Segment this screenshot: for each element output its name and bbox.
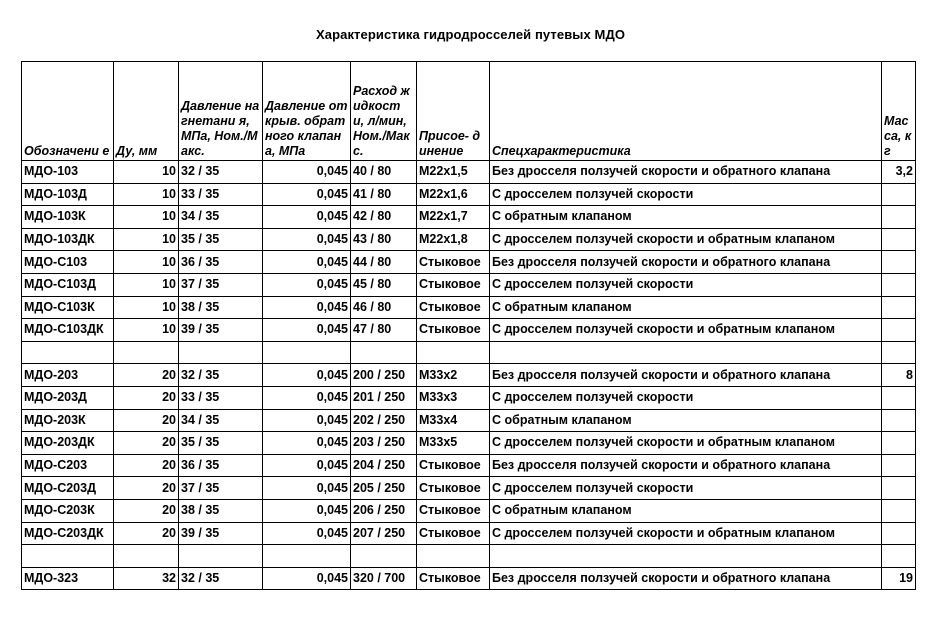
cell-spec: [490, 545, 882, 568]
cell-pressure: 35 / 35: [179, 432, 263, 455]
cell-open-pressure: 0,045: [263, 319, 351, 342]
cell-connection: М22х1,5: [417, 161, 490, 184]
cell-pressure: [179, 545, 263, 568]
cell-open-pressure: 0,045: [263, 454, 351, 477]
cell-designation: МДО-103: [22, 161, 114, 184]
cell-designation: МДО-203К: [22, 409, 114, 432]
cell-connection: Стыковое: [417, 499, 490, 522]
cell-spec: С дросселем ползучей скорости и обратным клапаном: [490, 319, 882, 342]
cell-open-pressure: 0,045: [263, 567, 351, 590]
cell-spec: С дросселем ползучей скорости: [490, 183, 882, 206]
page-title: Характеристика гидродросселей путевых МДО: [315, 27, 626, 42]
column-header-du: Ду, мм: [114, 62, 179, 161]
table-row: [22, 183, 916, 206]
cell-pressure: 33 / 35: [179, 386, 263, 409]
table-row: [22, 273, 916, 296]
cell-designation: МДО-103К: [22, 206, 114, 229]
cell-open-pressure: 0,045: [263, 251, 351, 274]
cell-spec: [490, 341, 882, 364]
cell-flow: 200 / 250: [351, 364, 417, 387]
cell-du: 20: [114, 386, 179, 409]
cell-flow: 320 / 700: [351, 567, 417, 590]
table-row: [22, 319, 916, 342]
cell-designation: [22, 545, 114, 568]
cell-flow: 206 / 250: [351, 499, 417, 522]
cell-flow: 46 / 80: [351, 296, 417, 319]
cell-spec: Без дросселя ползучей скорости и обратного клапана: [490, 454, 882, 477]
cell-du: 10: [114, 228, 179, 251]
cell-connection: Стыковое: [417, 477, 490, 500]
cell-open-pressure: 0,045: [263, 432, 351, 455]
cell-du: 20: [114, 477, 179, 500]
cell-du: 20: [114, 364, 179, 387]
cell-spec: С дросселем ползучей скорости и обратным клапаном: [490, 228, 882, 251]
cell-connection: [417, 341, 490, 364]
cell-connection: Стыковое: [417, 251, 490, 274]
table-row: [22, 386, 916, 409]
table-row: [22, 477, 916, 500]
table-row: [22, 499, 916, 522]
cell-flow: 40 / 80: [351, 161, 417, 184]
cell-du: 20: [114, 409, 179, 432]
cell-du: 10: [114, 273, 179, 296]
cell-flow: 42 / 80: [351, 206, 417, 229]
cell-spec: Без дросселя ползучей скорости и обратного клапана: [490, 161, 882, 184]
cell-open-pressure: 0,045: [263, 499, 351, 522]
cell-connection: М22х1,8: [417, 228, 490, 251]
cell-designation: МДО-323: [22, 567, 114, 590]
cell-designation: МДО-С203: [22, 454, 114, 477]
cell-designation: МДО-С103К: [22, 296, 114, 319]
cell-designation: МДО-С203Д: [22, 477, 114, 500]
column-header-spec: Спецхарактеристика: [490, 62, 882, 161]
cell-flow: 44 / 80: [351, 251, 417, 274]
column-header-designation: Обозначени е: [22, 62, 114, 161]
cell-connection: Стыковое: [417, 296, 490, 319]
column-header-open-pressure: Давление открыв. обратного клапана, МПа: [263, 62, 351, 161]
cell-flow: 47 / 80: [351, 319, 417, 342]
cell-designation: МДО-С203ДК: [22, 522, 114, 545]
table-row: [22, 567, 916, 590]
cell-du: 10: [114, 251, 179, 274]
cell-designation: МДО-203Д: [22, 386, 114, 409]
cell-spec: Без дросселя ползучей скорости и обратного клапана: [490, 567, 882, 590]
cell-open-pressure: 0,045: [263, 364, 351, 387]
cell-designation: МДО-103ДК: [22, 228, 114, 251]
cell-mass: [882, 341, 916, 364]
cell-pressure: 33 / 35: [179, 183, 263, 206]
cell-pressure: 38 / 35: [179, 499, 263, 522]
cell-mass: [882, 228, 916, 251]
cell-du: 10: [114, 183, 179, 206]
cell-open-pressure: 0,045: [263, 161, 351, 184]
cell-designation: [22, 341, 114, 364]
cell-flow: 201 / 250: [351, 386, 417, 409]
cell-du: 20: [114, 522, 179, 545]
cell-mass: [882, 319, 916, 342]
table-row: [22, 296, 916, 319]
cell-du: [114, 545, 179, 568]
cell-spec: С дросселем ползучей скорости: [490, 273, 882, 296]
cell-spec: Без дросселя ползучей скорости и обратного клапана: [490, 251, 882, 274]
cell-flow: 45 / 80: [351, 273, 417, 296]
table-row: [22, 432, 916, 455]
column-header-connection: Присое- динение: [417, 62, 490, 161]
cell-connection: Стыковое: [417, 567, 490, 590]
cell-open-pressure: 0,045: [263, 522, 351, 545]
cell-connection: М33х3: [417, 386, 490, 409]
cell-connection: Стыковое: [417, 273, 490, 296]
cell-mass: [882, 206, 916, 229]
cell-connection: М22х1,6: [417, 183, 490, 206]
cell-pressure: 38 / 35: [179, 296, 263, 319]
cell-flow: [351, 545, 417, 568]
cell-pressure: 35 / 35: [179, 228, 263, 251]
cell-du: 10: [114, 206, 179, 229]
cell-spec: С дросселем ползучей скорости: [490, 477, 882, 500]
cell-designation: МДО-С103ДК: [22, 319, 114, 342]
cell-open-pressure: [263, 545, 351, 568]
cell-mass: 8: [882, 364, 916, 387]
table-row: [22, 454, 916, 477]
cell-flow: [351, 341, 417, 364]
cell-mass: [882, 273, 916, 296]
cell-spec: С дросселем ползучей скорости: [490, 386, 882, 409]
cell-mass: [882, 454, 916, 477]
cell-spec: С обратным клапаном: [490, 409, 882, 432]
cell-du: 20: [114, 499, 179, 522]
cell-pressure: 36 / 35: [179, 454, 263, 477]
cell-open-pressure: 0,045: [263, 386, 351, 409]
cell-connection: М22х1,7: [417, 206, 490, 229]
table-row: [22, 545, 916, 568]
cell-mass: 19: [882, 567, 916, 590]
cell-connection: [417, 545, 490, 568]
cell-designation: МДО-103Д: [22, 183, 114, 206]
cell-du: [114, 341, 179, 364]
cell-flow: 203 / 250: [351, 432, 417, 455]
column-header-flow: Расход жидкост и, л/мин, Ном./Мак с.: [351, 62, 417, 161]
table-row: [22, 341, 916, 364]
cell-flow: 43 / 80: [351, 228, 417, 251]
cell-connection: М33х4: [417, 409, 490, 432]
column-header-mass: Мас са, кг: [882, 62, 916, 161]
cell-pressure: 32 / 35: [179, 364, 263, 387]
cell-pressure: 34 / 35: [179, 206, 263, 229]
table-row: [22, 522, 916, 545]
cell-open-pressure: 0,045: [263, 409, 351, 432]
cell-mass: [882, 183, 916, 206]
cell-open-pressure: 0,045: [263, 296, 351, 319]
cell-open-pressure: 0,045: [263, 273, 351, 296]
column-header-pressure: Давление нагнетани я, МПа, Ном./Макс.: [179, 62, 263, 161]
cell-designation: МДО-С103: [22, 251, 114, 274]
cell-pressure: 32 / 35: [179, 161, 263, 184]
cell-du: 32: [114, 567, 179, 590]
cell-connection: Стыковое: [417, 319, 490, 342]
cell-mass: [882, 251, 916, 274]
cell-open-pressure: [263, 341, 351, 364]
cell-designation: МДО-С103Д: [22, 273, 114, 296]
cell-pressure: 37 / 35: [179, 273, 263, 296]
cell-spec: С обратным клапаном: [490, 206, 882, 229]
cell-pressure: 36 / 35: [179, 251, 263, 274]
cell-open-pressure: 0,045: [263, 228, 351, 251]
cell-flow: 41 / 80: [351, 183, 417, 206]
cell-connection: Стыковое: [417, 522, 490, 545]
cell-designation: МДО-С203К: [22, 499, 114, 522]
cell-designation: МДО-203: [22, 364, 114, 387]
cell-connection: М33х5: [417, 432, 490, 455]
cell-spec: С обратным клапаном: [490, 296, 882, 319]
cell-du: 10: [114, 296, 179, 319]
cell-pressure: [179, 341, 263, 364]
cell-pressure: 39 / 35: [179, 522, 263, 545]
cell-mass: [882, 477, 916, 500]
table-row: [22, 228, 916, 251]
cell-connection: М33х2: [417, 364, 490, 387]
table-row: [22, 206, 916, 229]
cell-mass: [882, 545, 916, 568]
cell-du: 20: [114, 454, 179, 477]
table-row: [22, 364, 916, 387]
cell-designation: МДО-203ДК: [22, 432, 114, 455]
cell-mass: [882, 409, 916, 432]
cell-mass: [882, 386, 916, 409]
cell-pressure: 37 / 35: [179, 477, 263, 500]
cell-pressure: 34 / 35: [179, 409, 263, 432]
cell-mass: [882, 432, 916, 455]
cell-open-pressure: 0,045: [263, 183, 351, 206]
table-row: [22, 161, 916, 184]
cell-flow: 205 / 250: [351, 477, 417, 500]
cell-pressure: 32 / 35: [179, 567, 263, 590]
cell-spec: С обратным клапаном: [490, 499, 882, 522]
cell-flow: 204 / 250: [351, 454, 417, 477]
cell-spec: Без дросселя ползучей скорости и обратного клапана: [490, 364, 882, 387]
specs-table: [21, 61, 916, 590]
cell-open-pressure: 0,045: [263, 206, 351, 229]
cell-mass: [882, 522, 916, 545]
cell-du: 10: [114, 161, 179, 184]
cell-open-pressure: 0,045: [263, 477, 351, 500]
header-row: [22, 62, 916, 161]
cell-mass: [882, 499, 916, 522]
cell-flow: 207 / 250: [351, 522, 417, 545]
table-row: [22, 251, 916, 274]
cell-pressure: 39 / 35: [179, 319, 263, 342]
table-row: [22, 409, 916, 432]
cell-du: 20: [114, 432, 179, 455]
cell-mass: [882, 296, 916, 319]
cell-du: 10: [114, 319, 179, 342]
cell-mass: 3,2: [882, 161, 916, 184]
cell-connection: Стыковое: [417, 454, 490, 477]
cell-spec: С дросселем ползучей скорости и обратным клапаном: [490, 522, 882, 545]
cell-flow: 202 / 250: [351, 409, 417, 432]
cell-spec: С дросселем ползучей скорости и обратным клапаном: [490, 432, 882, 455]
